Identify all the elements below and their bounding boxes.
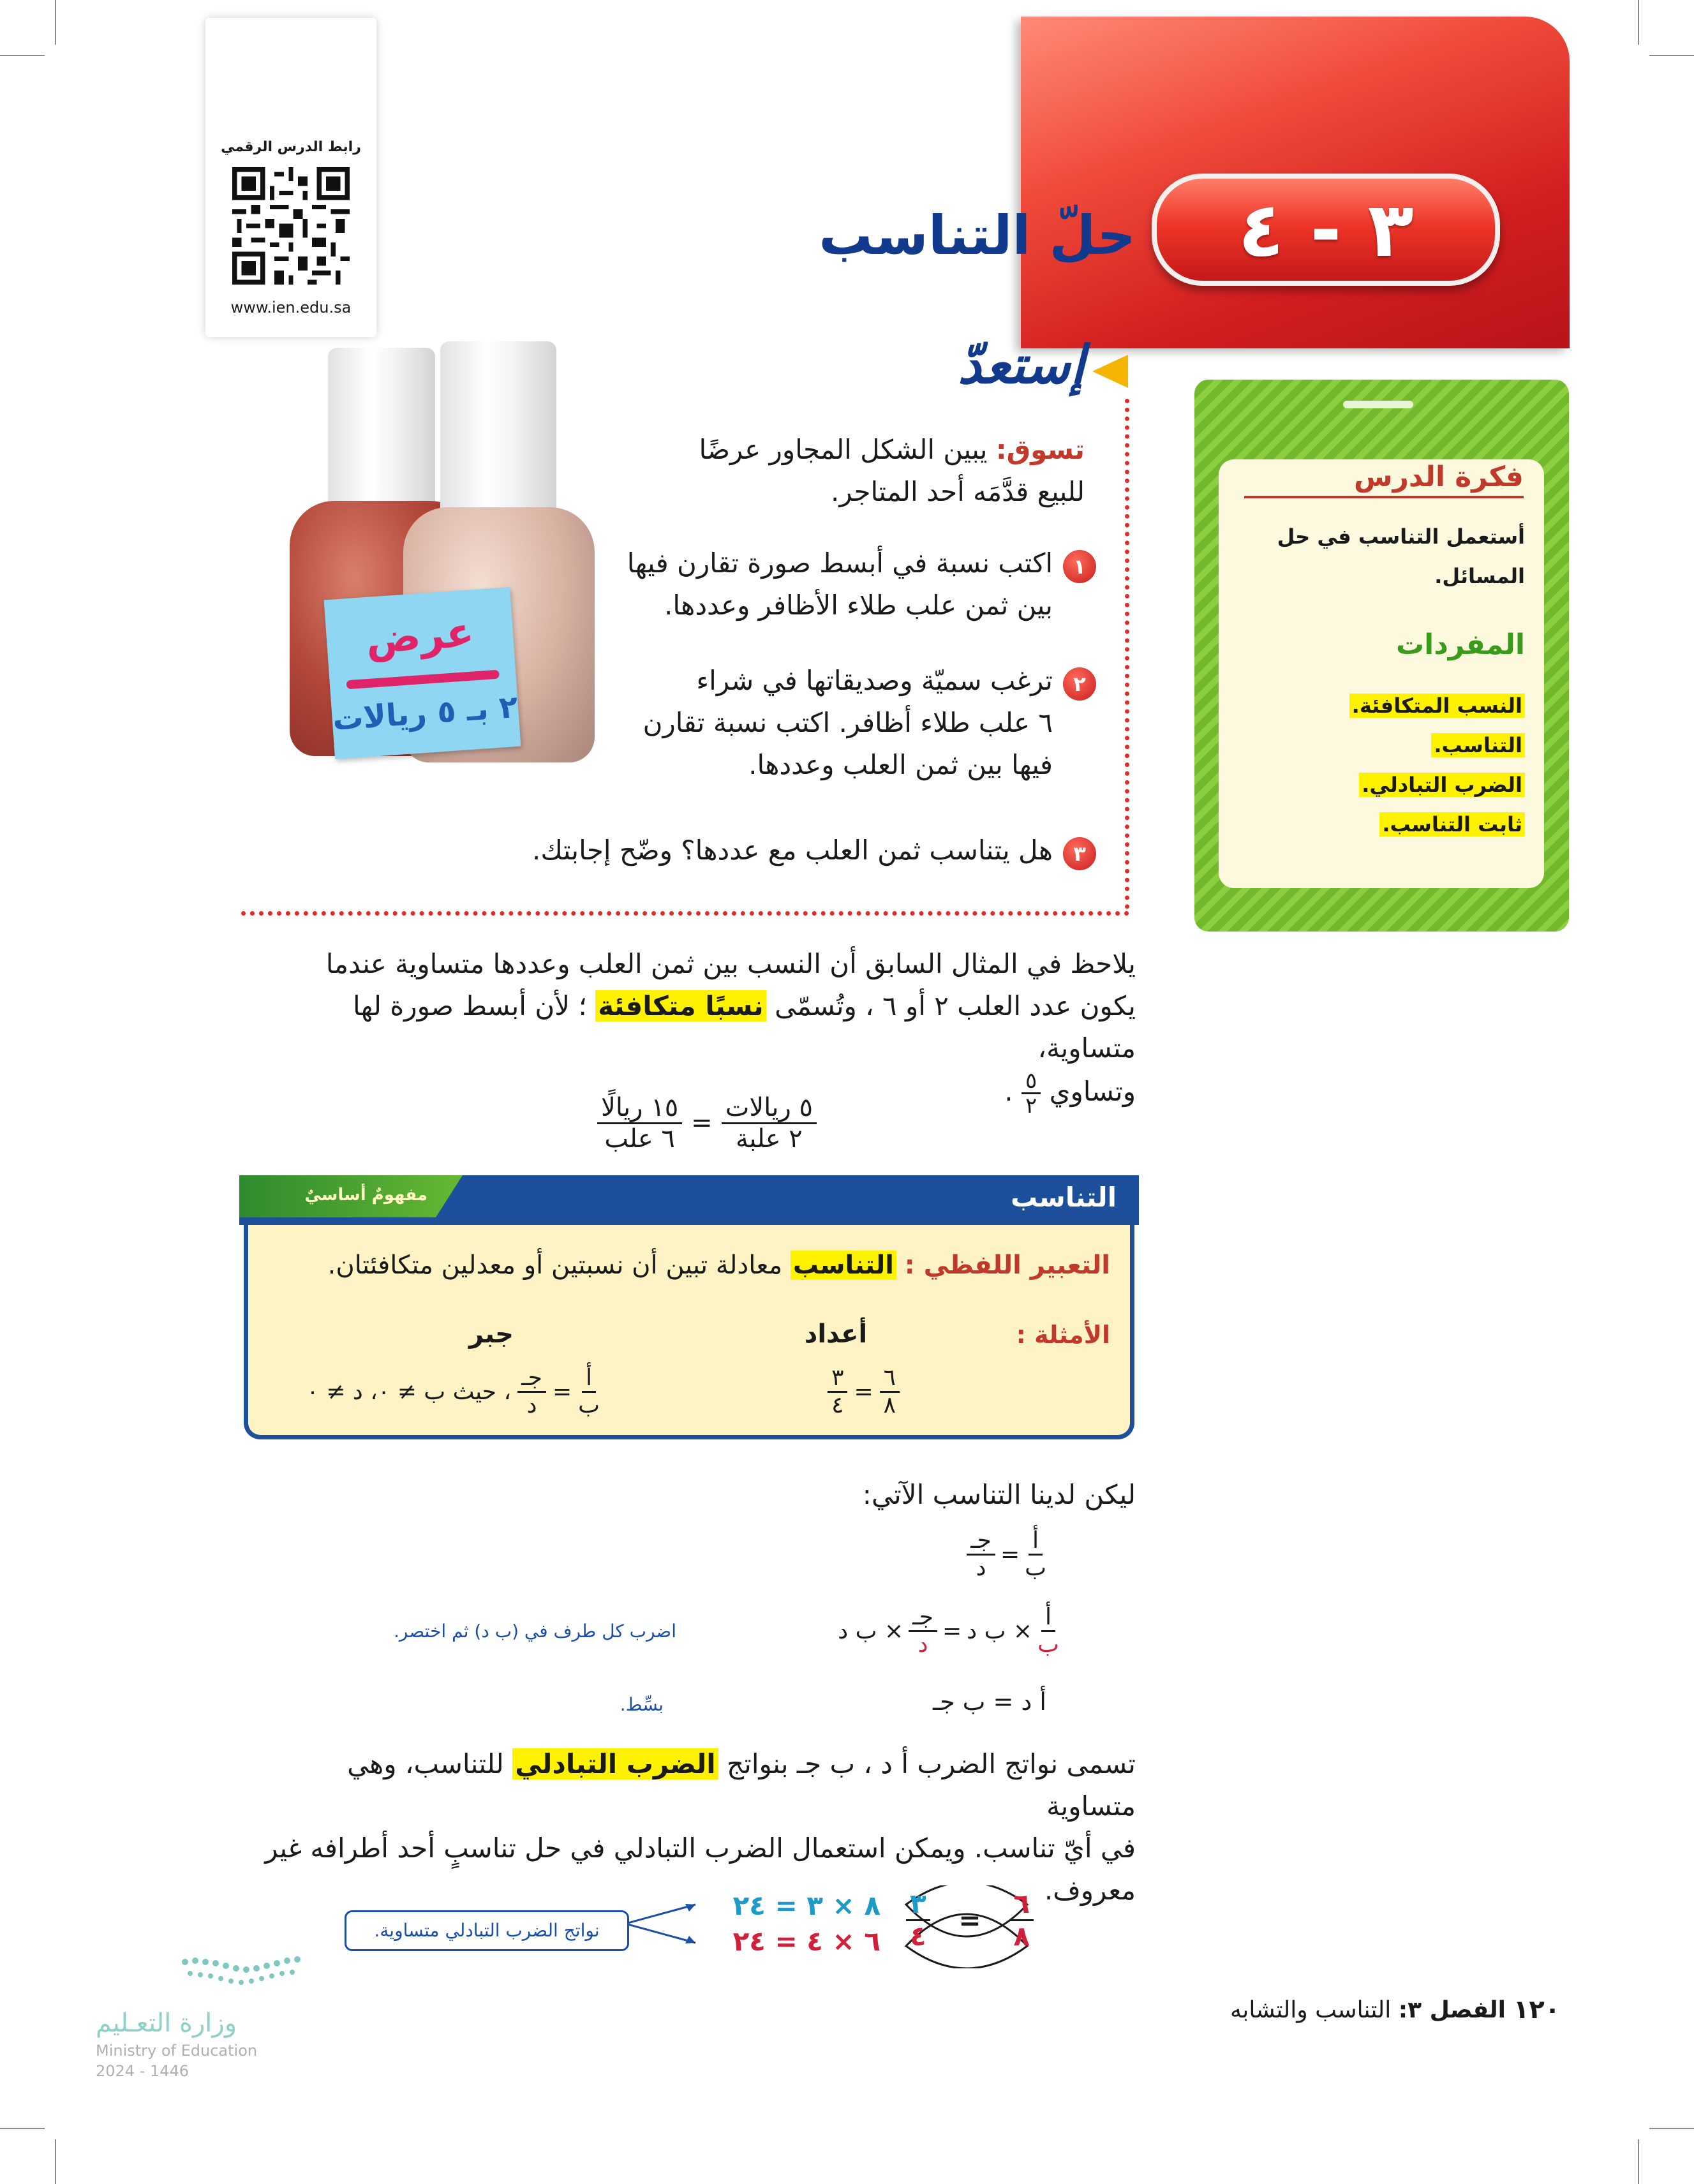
chapter-footer: الفصل ٣: التناسب والتشابه [1230, 1997, 1506, 2023]
ministry-name-ar: وزارة التعـليم [96, 2009, 237, 2038]
algebra-example: $\frac{\text{أ}}{\text{ب}}$ = $\frac{\text{جـ}}{\text{د}}$ ، حيث ب ≠ ٠، د ≠ ٠ [306, 1365, 600, 1418]
question-2: ترغب سميّة وصديقاتها في شراء ٦ علب طلاء أظافر. اكتب نسبة تقارن فيها بين ثمن العلب وعددها. [643, 665, 1053, 780]
cross-products-label: نواتج الضرب التبادلي متساوية. [345, 1910, 629, 1951]
concept-title: التناسب [1011, 1182, 1117, 1213]
idea-heading: فكرة الدرس [1244, 461, 1524, 498]
crop-mark [0, 2128, 45, 2129]
price-card-underline [346, 670, 500, 690]
crop-mark [0, 55, 45, 56]
page-number: ١٢٠ [1513, 1995, 1561, 2024]
ministry-year: 2024 - 1446 [96, 2062, 189, 2080]
vocab-item[interactable]: ثابت التناسب. [1244, 805, 1525, 844]
question-number-1: ١ [1063, 550, 1096, 583]
question-number-3: ٣ [1063, 837, 1096, 870]
lesson-number: ٣ - ٤ [1238, 186, 1414, 274]
qr-url-link[interactable]: www.ien.edu.sa [230, 299, 352, 316]
crop-mark [55, 0, 56, 45]
ministry-name-en: Ministry of Education [96, 2042, 258, 2060]
arrow-icon [625, 1895, 702, 1952]
vocab-list [1244, 686, 1525, 844]
intro-label: تسوق: [995, 434, 1085, 465]
crop-mark [1638, 0, 1639, 45]
cross-equation-2: ٦ × ٤ = ٢٤ [732, 1926, 880, 1957]
ready-intro: تسوق: يبين الشكل المجاور عرضًا للبيع قدَّمَه أحد المتاجر. [699, 434, 1085, 507]
concept-tag-text: مفهومٌ أساسيٌ [304, 1185, 427, 1205]
ministry-logo-icon [172, 1949, 338, 1994]
qr-code-icon[interactable] [232, 167, 350, 285]
derivation-note-simplify: بسِّط. [620, 1694, 664, 1715]
vocab-item[interactable]: التناسب. [1244, 725, 1525, 765]
derivation-step-3: أ د = ب جـ [932, 1688, 1046, 1716]
question-3: هل يتناسب ثمن العلب مع عددها؟ وضّح إجابتك. [532, 835, 1053, 866]
crop-mark [55, 2139, 56, 2184]
price-card-title: عرض [364, 609, 476, 664]
derivation-step-2: $\frac{\text{أ}}{\text{ب}}$ × ب د = $\frac{\text{جـ}}{\text{د}}$ × ب د [838, 1604, 1059, 1658]
qr-card[interactable] [205, 18, 376, 337]
price-card-offer: ٢ بـ ٥ ريالات [331, 688, 519, 738]
paragraph-cross-products: تسمى نواتج الضرب أ د ، ب جـ بنواتج الضرب التبادلي للتناسب، وهي متساوية في أيّ تناسب. ويمكن استعمال الضرب التبادلي في حل تناسبٍ أحد أطرافه غير معروف. [265, 1748, 1136, 1906]
qr-title: رابط الدرس الرقمي [221, 139, 361, 155]
ready-arrow-icon [1092, 355, 1128, 388]
crop-mark [1649, 55, 1694, 56]
idea-text: أستعمل التناسب في حل المسائل. [1277, 524, 1525, 588]
vocab-item[interactable]: النسب المتكافئة. [1244, 686, 1525, 725]
sidebar-handle [1343, 401, 1413, 408]
ratio-example: $\frac{\text{٥ ريالات}}{\text{٢ علبة}}$ = $\frac{\text{١٥ ريالًا}}{\text{٦ علب}}$ [549, 1078, 817, 1168]
derivation-step-1: $\frac{\text{أ}}{\text{ب}}$ = $\frac{\text{جـ}}{\text{د}}$ [944, 1528, 1046, 1581]
lesson-title: حلّ التناسب [819, 204, 1136, 267]
cross-fraction: $\frac{٦}{٨}$ = $\frac{٣}{٤}$ [906, 1889, 1034, 1952]
price-offer-card [324, 587, 521, 759]
derivation-note-multiply: اضرب كل طرف في (ب د) ثم اختصر. [394, 1621, 676, 1642]
crop-mark [1638, 2139, 1639, 2184]
question-1: اكتب نسبة في أبسط صورة تقارن فيها بين ثمن علب طلاء الأظافر وعددها. [627, 547, 1053, 621]
concept-verbal: التعبير اللفظي : التناسب معادلة تبين أن نسبتين أو معدلين متكافئتان. [327, 1251, 1110, 1280]
numbers-heading: أعداد [804, 1319, 868, 1349]
cross-equation-1: ٨ × ٣ = ٢٤ [732, 1890, 880, 1921]
numbers-example: $\frac{٦}{٨}$ = $\frac{٣}{٤}$ [810, 1365, 900, 1418]
ready-border [241, 911, 1129, 916]
paragraph-equivalent-ratios: يلاحظ في المثال السابق أن النسب بين ثمن العلب وعددها متساوية عندما يكون عدد العلب ٢ أو ٦ ، وتُسمّى نسبًا متكافئة ؛ لأن أبسط صورة لها متساوية، وتساوي $\frac{٥}{٢}$ . [325, 948, 1136, 1118]
derivation-intro: ليكن لدينا التناسب الآتي: [862, 1479, 1136, 1510]
vocab-item[interactable]: الضرب التبادلي. [1244, 765, 1525, 805]
ready-title: إستعدّ [958, 335, 1085, 396]
algebra-heading: جبر [468, 1319, 514, 1349]
vocab-heading: المفردات [1395, 628, 1525, 661]
crop-mark [1649, 2128, 1694, 2129]
ready-border [1125, 399, 1129, 909]
question-number-2: ٢ [1063, 667, 1096, 701]
examples-label: الأمثلة : [1016, 1321, 1110, 1349]
